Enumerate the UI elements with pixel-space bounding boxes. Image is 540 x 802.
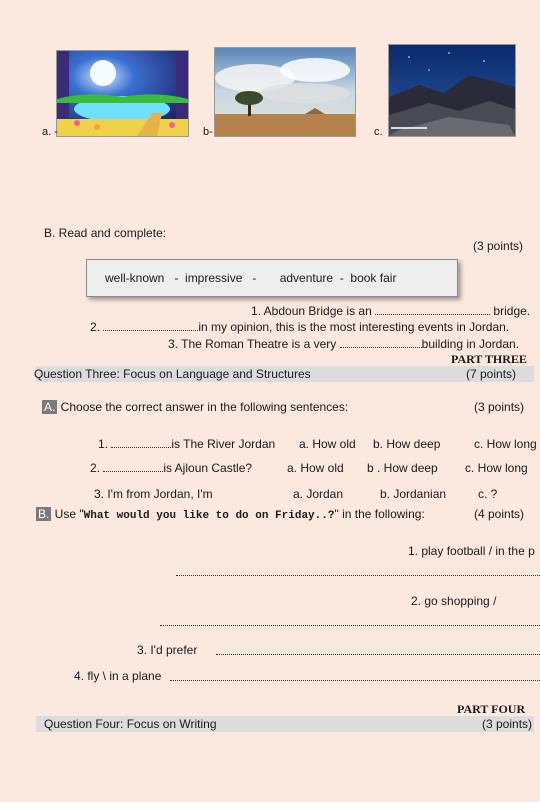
mcq-row-2-tail: is Ajloun Castle? <box>163 461 253 475</box>
complete-item-1-post: bridge. <box>490 304 531 318</box>
use-item-1: 1. play football / in the p <box>408 544 535 558</box>
mcq-row-1 <box>98 437 275 451</box>
use-item-3: 3. I'd prefer <box>137 643 198 657</box>
part-b-post: " in the following: <box>334 507 425 521</box>
section-b-points: (3 points) <box>473 239 524 253</box>
part-three-heading: PART THREE <box>451 352 527 366</box>
mcq-option-3b[interactable]: b. Jordanian <box>380 487 447 501</box>
mcq-option-1c[interactable]: c. How long <box>474 437 537 451</box>
answer-blank[interactable] <box>111 438 171 448</box>
mcq-option-2b[interactable]: b . How deep <box>367 461 438 475</box>
complete-item-3-post: building in Jordan. <box>421 337 520 351</box>
mcq-option-2a[interactable]: a. How old <box>287 461 344 475</box>
complete-item-2-pre: 2. <box>90 320 104 334</box>
mcq-row-2-stem: 2. <box>90 461 104 475</box>
complete-item-3 <box>168 337 519 351</box>
use-item-2: 2. go shopping / <box>411 594 497 608</box>
fantasy-lake-moon-image <box>56 50 189 137</box>
complete-item-1-pre: 1. Abdoun Bridge is an <box>251 304 376 318</box>
part-a-points: (3 points) <box>474 400 525 414</box>
part-b-pre: Use " <box>51 507 84 521</box>
desert-tree-image <box>214 47 356 137</box>
complete-item-2-post: in my opinion, this is the most interesting events in Jordan. <box>198 320 510 334</box>
complete-item-1 <box>251 304 530 318</box>
image-b-label: b- <box>203 126 213 138</box>
image-c-label: c. <box>374 126 383 138</box>
part-b-label: B. <box>38 507 50 521</box>
mcq-row-1-stem: 1. <box>98 437 112 451</box>
answer-blank[interactable] <box>375 305 490 315</box>
night-rocky-desert-image <box>388 44 516 137</box>
mcq-option-1b[interactable]: b. How deep <box>373 437 441 451</box>
part-a-label: A. <box>44 400 56 414</box>
mcq-row-3-stem: 3. I'm from Jordan, I'm <box>94 487 213 501</box>
complete-item-2 <box>90 320 509 334</box>
answer-blank[interactable] <box>103 462 163 472</box>
mcq-option-2c[interactable]: c. How long <box>465 461 528 475</box>
answer-line[interactable] <box>160 625 540 626</box>
part-a-title: Choose the correct answer in the following sentences: <box>57 400 349 414</box>
part-a-instruction <box>42 400 348 414</box>
answer-line[interactable] <box>216 654 540 655</box>
question-four-title: Question Four: Focus on Writing <box>44 717 217 731</box>
mcq-option-1a[interactable]: a. How old <box>299 437 356 451</box>
part-b-quote: What would you like to do on Friday..? <box>83 510 335 522</box>
question-four-points: (3 points) <box>482 717 533 731</box>
answer-line[interactable] <box>176 575 540 576</box>
word-bank-box <box>86 259 458 297</box>
question-three-title: Question Three: Focus on Language and Structures <box>34 367 311 381</box>
mcq-option-3c[interactable]: c. ? <box>478 487 498 501</box>
image-a-label: a. - <box>42 126 58 138</box>
part-four-heading: PART FOUR <box>457 702 526 716</box>
mcq-row-1-tail: is The River Jordan <box>171 437 276 451</box>
answer-line[interactable] <box>170 680 540 681</box>
word-bank-text: well-known - impressive - adventure - book fair <box>105 271 397 285</box>
part-b-points: (4 points) <box>474 507 525 521</box>
question-three-points: (7 points) <box>466 367 517 381</box>
answer-blank[interactable] <box>103 321 198 331</box>
use-item-4: 4. fly \ in a plane <box>74 669 162 683</box>
section-b-title: B. Read and complete: <box>44 226 167 240</box>
answer-blank[interactable] <box>340 338 422 348</box>
complete-item-3-pre: 3. The Roman Theatre is a very <box>168 337 340 351</box>
mcq-option-3a[interactable]: a. Jordan <box>293 487 344 501</box>
mcq-row-2 <box>90 461 252 475</box>
part-b-instruction <box>36 507 425 522</box>
